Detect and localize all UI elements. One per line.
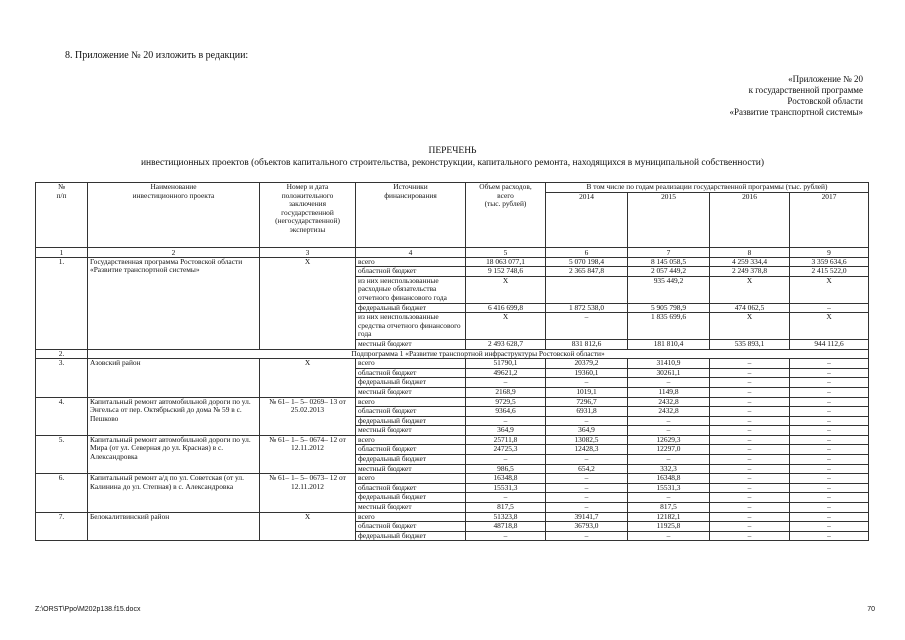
project-name: Капитальный ремонт автомобильной дороги по ул. Энгельса от пер. Октябрьский до дома № 59 в с. Пешково [88,397,260,435]
amount-cell: – [466,493,546,503]
amount-cell: – [546,416,628,426]
amount-cell: X [466,313,546,340]
amount-cell: 654,2 [546,464,628,474]
header-row [36,183,869,193]
amount-cell: – [710,407,790,417]
annex-line: «Развитие транспортной системы» [729,107,863,117]
amount-cell: – [628,416,710,426]
amount-cell: 817,5 [466,503,546,513]
amount-cell: – [466,378,546,388]
amount-cell: – [710,512,790,522]
amount-cell: 3 359 634,6 [790,257,869,267]
amount-cell: – [790,445,869,455]
project-name: Капитальный ремонт а/д по ул. Советская (от ул. Калинина до ул. Степная) в с. Александровка [88,474,260,512]
amount-cell: 2 493 628,7 [466,339,546,349]
project-name: Белокалитвинский район [88,512,260,541]
amount-cell: 12297,0 [628,445,710,455]
amount-cell: – [790,378,869,388]
header-num: № п/п [36,183,88,248]
amount-cell: – [710,397,790,407]
amount-cell: – [790,512,869,522]
funding-source: местный бюджет [356,426,466,436]
amount-cell: – [546,503,628,513]
column-number: 8 [710,247,790,257]
project-name: Азовский район [88,359,260,397]
amount-cell: 16348,8 [466,474,546,484]
amount-cell: 20379,2 [546,359,628,369]
funding-source: из них неиспользованные средства отчетного финансового года [356,313,466,340]
amount-cell: – [790,493,869,503]
row-number: 1. [36,257,88,349]
column-number: 1 [36,247,88,257]
amount-cell: – [628,493,710,503]
funding-source: областной бюджет [356,522,466,532]
amount-cell: – [628,455,710,465]
amount-cell: 48718,8 [466,522,546,532]
amount-cell: – [790,435,869,445]
amount-cell: 7296,7 [546,397,628,407]
amount-cell: 364,9 [466,426,546,436]
project-name: Государственная программа Ростовской области «Развитие транспортной системы» [88,257,260,349]
amount-cell: – [466,455,546,465]
amount-cell: 16348,8 [628,474,710,484]
row-number: 3. [36,359,88,397]
amount-cell: – [710,416,790,426]
funding-source: местный бюджет [356,503,466,513]
header-year-2017: 2017 [790,192,869,247]
subprogram-title: Подпрограмма 1 «Развитие транспортной инфраструктуры Ростовской области» [88,349,869,359]
project-name: Капитальный ремонт автомобильной дороги по ул. Мира (от ул. Северная до ул. Красная) в с. Александровка [88,435,260,473]
amount-cell: 25711,8 [466,435,546,445]
amount-cell: – [790,407,869,417]
amount-cell: 15531,3 [628,483,710,493]
amount-cell: 2 415 522,0 [790,267,869,277]
document-subtitle: инвестиционных проектов (объектов капитального строительства, реконструкции, капитального ремонта, находящихся в муниципальной собственности) [140,158,765,168]
amount-cell: 1019,1 [546,387,628,397]
intro-text: 8. Приложение № 20 изложить в редакции: [65,50,249,61]
amount-cell: – [710,503,790,513]
amount-cell: 1 872 538,0 [546,303,628,313]
funding-source: областной бюджет [356,407,466,417]
amount-cell: 51790,1 [466,359,546,369]
amount-cell: 1149,8 [628,387,710,397]
amount-cell: 30261,1 [628,368,710,378]
amount-cell: – [710,378,790,388]
column-number: 3 [260,247,356,257]
amount-cell: – [710,493,790,503]
funding-source: федеральный бюджет [356,303,466,313]
amount-cell: 49621,2 [466,368,546,378]
amount-cell: 6931,8 [546,407,628,417]
funding-source: местный бюджет [356,387,466,397]
table-row [36,512,869,522]
amount-cell: 6 416 699,8 [466,303,546,313]
amount-cell: – [710,435,790,445]
amount-cell: – [628,426,710,436]
expertise-conclusion: X [260,512,356,541]
investment-projects-table [35,182,869,541]
amount-cell: – [546,483,628,493]
amount-cell: – [790,522,869,532]
amount-cell: 31410,9 [628,359,710,369]
funding-source: всего [356,512,466,522]
funding-source: федеральный бюджет [356,493,466,503]
amount-cell: 2168,9 [466,387,546,397]
amount-cell: 51323,8 [466,512,546,522]
expertise-conclusion: № 61– 1– 5– 0673– 12 от 12.11.2012 [260,474,356,512]
column-number: 7 [628,247,710,257]
funding-source: областной бюджет [356,267,466,277]
amount-cell: 535 893,1 [710,339,790,349]
amount-cell: – [710,464,790,474]
subprogram-row [36,349,869,359]
amount-cell: 19360,1 [546,368,628,378]
amount-cell: – [790,455,869,465]
amount-cell: 12182,1 [628,512,710,522]
amount-cell: 13082,5 [546,435,628,445]
funding-source: областной бюджет [356,368,466,378]
amount-cell: 18 063 077,1 [466,257,546,267]
annex-line: Ростовской области [787,96,863,106]
funding-source: всего [356,474,466,484]
amount-cell: 332,3 [628,464,710,474]
table-row [36,359,869,369]
amount-cell: 4 259 334,4 [710,257,790,267]
table-row [36,397,869,407]
amount-cell: X [790,313,869,340]
amount-cell: 817,5 [628,503,710,513]
header-expertise: Номер и дата положительного заключения государственной (негосударственной) экспертизы [260,183,356,248]
amount-cell: – [790,464,869,474]
row-number: 7. [36,512,88,541]
funding-source: федеральный бюджет [356,416,466,426]
amount-cell [546,276,628,303]
amount-cell: 9364,6 [466,407,546,417]
amount-cell: – [546,378,628,388]
funding-source: местный бюджет [356,464,466,474]
amount-cell: 935 449,2 [628,276,710,303]
amount-cell: 364,9 [546,426,628,436]
amount-cell: – [546,455,628,465]
amount-cell: – [546,493,628,503]
header-year-2015: 2015 [628,192,710,247]
amount-cell: – [790,426,869,436]
funding-source: областной бюджет [356,445,466,455]
amount-cell: X [710,313,790,340]
amount-cell: 12629,3 [628,435,710,445]
funding-source: всего [356,435,466,445]
amount-cell: 8 145 058,5 [628,257,710,267]
amount-cell: – [790,397,869,407]
amount-cell: – [710,445,790,455]
amount-cell: – [790,368,869,378]
amount-cell: – [546,313,628,340]
funding-source: местный бюджет [356,339,466,349]
column-number: 5 [466,247,546,257]
row-number: 2. [36,349,88,359]
amount-cell: 15531,3 [466,483,546,493]
amount-cell: – [790,503,869,513]
footer-file-path: Z:\ORST\Ppo\M202p138.f15.docx [35,606,141,613]
amount-cell: 5 905 798,9 [628,303,710,313]
amount-cell: – [710,368,790,378]
header-name: Наименование инвестиционного проекта [88,183,260,248]
amount-cell: – [790,483,869,493]
expertise-conclusion: X [260,257,356,349]
header-years-group: В том числе по годам реализации государственной программы (тыс. рублей) [546,183,869,193]
expertise-conclusion: № 61– 1– 5– 0269– 13 от 25.02.2013 [260,397,356,435]
amount-cell: 11925,8 [628,522,710,532]
column-number: 6 [546,247,628,257]
amount-cell: 831 812,6 [546,339,628,349]
header-year-2014: 2014 [546,192,628,247]
column-number: 2 [88,247,260,257]
amount-cell: 986,5 [466,464,546,474]
amount-cell: 9 152 748,6 [466,267,546,277]
amount-cell: 39141,7 [546,512,628,522]
funding-source: всего [356,359,466,369]
expertise-conclusion: X [260,359,356,397]
funding-source: всего [356,397,466,407]
row-number: 4. [36,397,88,435]
amount-cell: 2 249 378,8 [710,267,790,277]
amount-cell: – [790,416,869,426]
funding-source: федеральный бюджет [356,455,466,465]
amount-cell: – [710,387,790,397]
footer-page-number: 70 [867,606,875,613]
amount-cell: – [546,531,628,541]
amount-cell: 12428,3 [546,445,628,455]
amount-cell: – [628,531,710,541]
header-year-2016: 2016 [710,192,790,247]
column-number: 9 [790,247,869,257]
header-source: Источники финансирования [356,183,466,248]
amount-cell: X [466,276,546,303]
amount-cell: 36793,0 [546,522,628,532]
column-numbers-row [36,247,869,257]
amount-cell: X [710,276,790,303]
amount-cell: – [628,378,710,388]
row-number: 5. [36,435,88,473]
amount-cell: 1 835 699,6 [628,313,710,340]
column-number: 4 [356,247,466,257]
funding-source: федеральный бюджет [356,378,466,388]
amount-cell: – [710,455,790,465]
expertise-conclusion: № 61– 1– 5– 0674– 12 от 12.11.2012 [260,435,356,473]
annex-block [663,74,863,118]
amount-cell: – [710,474,790,484]
amount-cell: – [710,522,790,532]
amount-cell: 181 810,4 [628,339,710,349]
amount-cell: – [790,474,869,484]
amount-cell: 24725,3 [466,445,546,455]
header-total: Объем расходов, всего (тыс. рублей) [466,183,546,248]
amount-cell: 9729,5 [466,397,546,407]
annex-line: «Приложение № 20 [788,74,863,84]
amount-cell: – [710,359,790,369]
amount-cell: – [710,531,790,541]
table-row [36,435,869,445]
table-row [36,257,869,267]
amount-cell: – [790,303,869,313]
amount-cell: – [466,531,546,541]
annex-line: к государственной программе [748,85,863,95]
funding-source: всего [356,257,466,267]
amount-cell: 5 070 198,4 [546,257,628,267]
funding-source: федеральный бюджет [356,531,466,541]
table-row [36,474,869,484]
funding-source: областной бюджет [356,483,466,493]
amount-cell: 2432,8 [628,397,710,407]
amount-cell: – [790,387,869,397]
amount-cell: X [790,276,869,303]
document-title: ПЕРЕЧЕНЬ [428,146,477,156]
amount-cell: – [790,531,869,541]
amount-cell: – [546,474,628,484]
amount-cell: 2 365 847,8 [546,267,628,277]
row-number: 6. [36,474,88,512]
amount-cell: 2 057 449,2 [628,267,710,277]
amount-cell: 474 062,5 [710,303,790,313]
amount-cell: – [710,483,790,493]
amount-cell: 2432,8 [628,407,710,417]
amount-cell: – [466,416,546,426]
amount-cell: 944 112,6 [790,339,869,349]
amount-cell: – [710,426,790,436]
funding-source: из них неиспользованные расходные обязательства отчетного финансового года [356,276,466,303]
amount-cell: – [790,359,869,369]
